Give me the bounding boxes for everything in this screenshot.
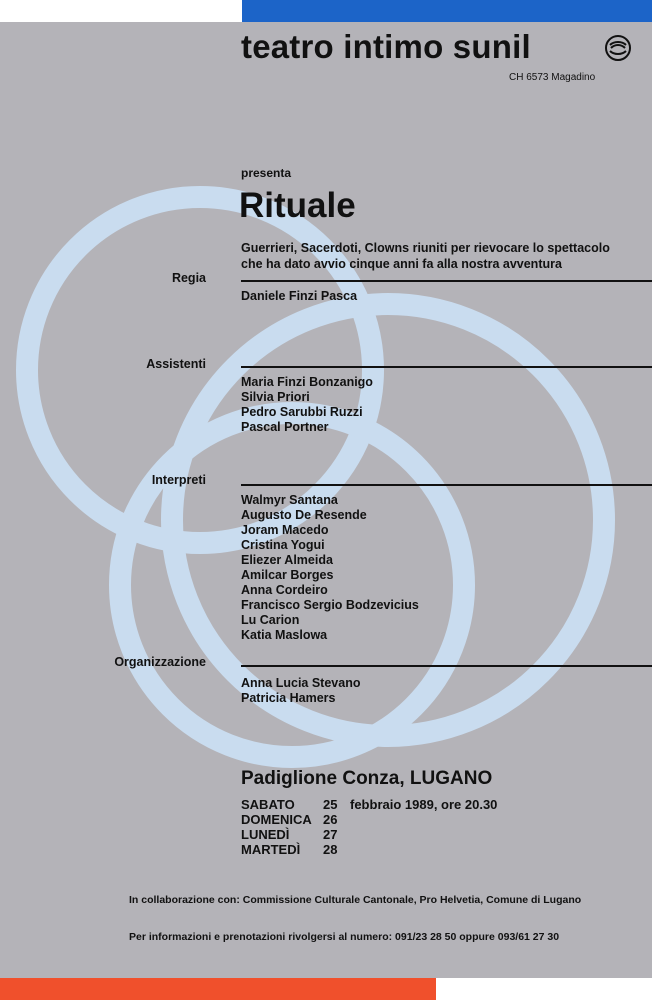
date-day: LUNEDÌ — [241, 827, 290, 842]
label-regia: Regia — [171, 271, 206, 285]
date-day: MARTEDÌ — [241, 842, 301, 857]
address: CH 6573 Magadino — [509, 72, 596, 83]
date-row — [241, 812, 497, 827]
person-name: Francisco Sergio Bodzevicius — [241, 598, 419, 612]
bottom-bar-white — [436, 978, 668, 1000]
person-name: Anna Lucia Stevano — [241, 676, 361, 690]
date-row — [241, 827, 497, 842]
date-detail: febbraio 1989, ore 20.30 — [350, 797, 498, 812]
rule-regia — [241, 280, 652, 282]
description-line: che ha dato avvio cinque anni fa alla nostra avventura — [241, 257, 562, 271]
date-day: SABATO — [241, 797, 295, 812]
person-name: Joram Macedo — [241, 523, 329, 537]
date-number: 27 — [323, 827, 338, 842]
person-name: Amilcar Borges — [241, 568, 334, 582]
person-name: Daniele Finzi Pasca — [241, 289, 358, 303]
label-assistenti: Assistenti — [146, 357, 206, 371]
person-name: Anna Cordeiro — [241, 583, 328, 597]
person-name: Cristina Yogui — [241, 538, 325, 552]
date-row — [241, 842, 497, 857]
date-day: DOMENICA — [241, 812, 312, 827]
description-line: Guerrieri, Sacerdoti, Clowns riuniti per rievocare lo spettacolo — [241, 241, 610, 255]
rule-assistenti — [241, 366, 652, 368]
rule-organizzazione — [241, 665, 652, 667]
person-name: Maria Finzi Bonzanigo — [241, 375, 373, 389]
regia-names — [241, 289, 357, 304]
rule-interpreti — [241, 484, 652, 486]
label-interpreti: Interpreti — [151, 473, 206, 487]
date-number: 25 — [323, 797, 338, 812]
person-name: Augusto De Resende — [241, 508, 367, 522]
show-title: Rituale — [239, 186, 356, 225]
dates-list — [241, 797, 497, 857]
person-name: Katia Maslowa — [241, 628, 328, 642]
assistenti-names — [241, 375, 373, 435]
presenta-text: presenta — [241, 166, 292, 180]
person-name: Pedro Sarubbi Ruzzi — [241, 405, 363, 419]
show-description — [241, 240, 610, 272]
right-edge — [652, 22, 668, 978]
spiral-icon — [604, 34, 632, 62]
person-name: Silvia Priori — [241, 390, 310, 404]
contact-info: Per informazioni e prenotazioni rivolgersi al numero: 091/23 28 50 oppure 093/61 27 30 — [129, 931, 560, 943]
brand-name: teatro intimo sunil — [241, 28, 531, 65]
person-name: Lu Carion — [241, 613, 300, 627]
date-number: 26 — [323, 812, 338, 827]
person-name: Pascal Portner — [241, 420, 329, 434]
person-name: Eliezer Almeida — [241, 553, 333, 567]
label-organizzazione: Organizzazione — [114, 655, 206, 669]
venue: Padiglione Conza, LUGANO — [241, 768, 493, 789]
date-number: 28 — [323, 842, 338, 857]
collaboration-text: In collaborazione con: Commissione Culturale Cantonale, Pro Helvetia, Comune di Lugano — [129, 894, 582, 906]
date-row — [241, 797, 497, 812]
organizzazione-names — [241, 676, 360, 706]
person-name: Walmyr Santana — [241, 493, 338, 507]
person-name: Patricia Hamers — [241, 691, 336, 705]
interpreti-names — [241, 493, 419, 643]
